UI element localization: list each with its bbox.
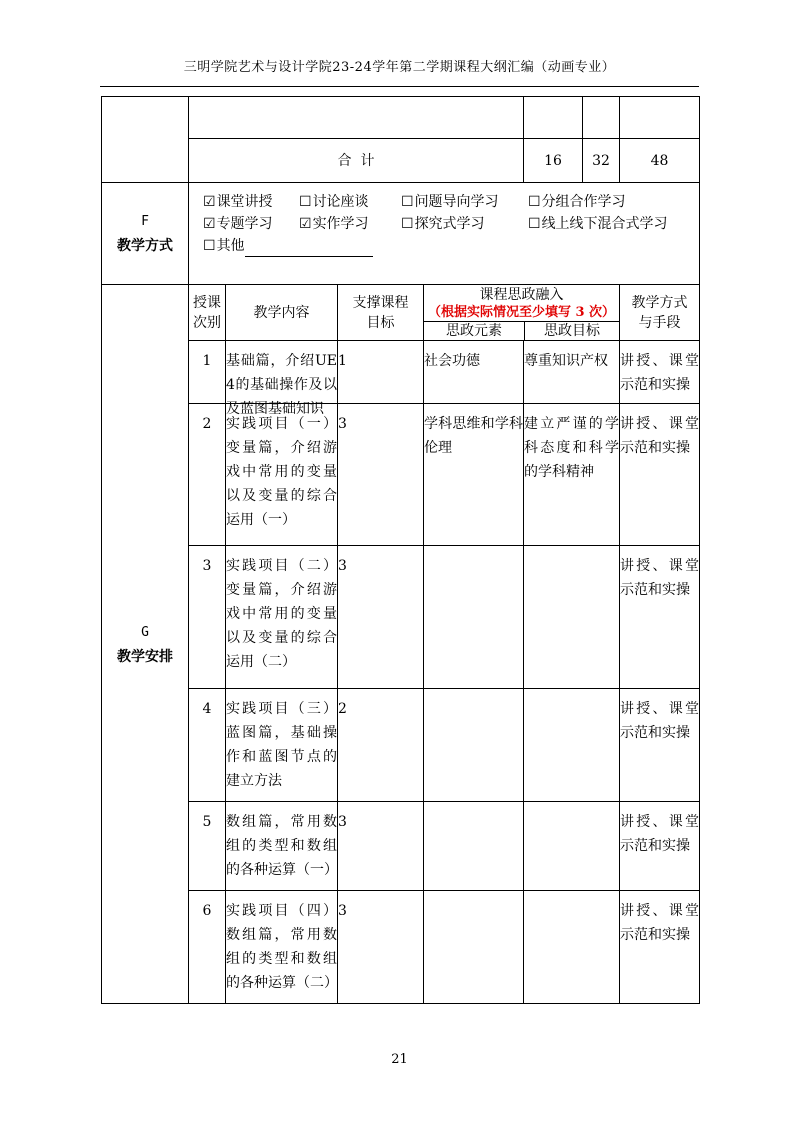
table-row [102,341,700,404]
target-cell: 3 [338,891,424,1004]
element-cell [424,689,524,802]
element-cell: 社会功德 [424,341,524,404]
content-cell: 数组篇，常用数组的类型和数组的各种运算（一） [226,802,338,891]
goal-cell [524,546,620,689]
totals-value-2: 32 [592,152,610,169]
checked-checkbox-icon: ☑ [203,216,216,232]
element-cell: 学科思维和学科伦理 [424,404,524,546]
method-option-other[interactable]: ☐其他 [203,235,373,257]
content-cell: 实践项目（一）变量篇，介绍游戏中常用的变量以及变量的综合运用（一） [226,404,338,546]
checked-checkbox-icon: ☑ [203,194,216,210]
goal-cell [524,891,620,1004]
session-number: 6 [189,891,226,1004]
table-row [102,689,700,802]
col-target-header: 支撑课程目标 [338,285,424,341]
ideology-group-header [424,285,620,341]
table-row [102,802,700,891]
section-g-title: 教学安排 [117,648,173,665]
method-option[interactable]: ☐探究式学习 [401,216,485,232]
element-cell [424,802,524,891]
checkbox-icon: ☐ [203,238,216,254]
methods-row-1 [203,191,699,213]
goal-cell [524,689,620,802]
method-cell: 讲授、课堂示范和实操 [620,802,700,891]
method-option[interactable]: ☐分组合作学习 [528,194,626,210]
content-cell: 基础篇，介绍UE4的基础操作及以及蓝图基础知识 [226,341,338,404]
page-header: 三明学院艺术与设计学院23-24学年第二学期课程大纲汇编（动画专业） [183,60,616,75]
session-number: 4 [189,689,226,802]
target-cell: 1 [338,341,424,404]
ideology-note: （根据实际情况至少填写 3 次） [427,305,616,320]
syllabus-table [101,96,700,1004]
session-number: 2 [189,404,226,546]
empty-row-split-cell [524,97,620,139]
prev-section-label-cell [102,97,189,183]
col-goal-header: 思政目标 [544,323,600,339]
target-cell: 2 [338,689,424,802]
methods-row-2 [203,213,699,235]
checkbox-icon: ☐ [528,216,541,232]
session-number: 3 [189,546,226,689]
table-row [102,891,700,1004]
col-session-header: 授课次别 [189,285,226,341]
section-g-label [102,285,189,1004]
target-cell: 3 [338,802,424,891]
method-option[interactable]: ☐问题导向学习 [401,194,499,210]
empty-row-cell-last [620,97,700,139]
content-cell: 实践项目（四）数组篇，常用数组的类型和数组的各种运算（二） [226,891,338,1004]
section-g-letter: G [141,624,149,640]
table-row [102,404,700,546]
method-cell: 讲授、课堂示范和实操 [620,341,700,404]
checkbox-icon: ☐ [401,216,414,232]
method-option[interactable]: ☑专题学习 [203,216,273,232]
content-cell: 实践项目（二）变量篇，介绍游戏中常用的变量以及变量的综合运用（二） [226,546,338,689]
teaching-methods-cell [189,183,700,285]
table-row [102,546,700,689]
header-rule [100,86,699,87]
element-cell [424,891,524,1004]
goal-cell: 尊重知识产权 [524,341,620,404]
totals-label: 合 计 [189,139,524,183]
col-content-header: 教学内容 [226,285,338,341]
totals-split-cell [524,139,620,183]
goal-cell: 建立严谨的学科态度和科学的学科精神 [524,404,620,546]
col-element-header: 思政元素 [424,322,525,340]
method-option[interactable]: ☐线上线下混合式学习 [528,216,668,232]
section-f-letter: F [141,214,149,229]
element-cell [424,546,524,689]
method-cell: 讲授、课堂示范和实操 [620,404,700,546]
totals-value-1: 16 [524,139,583,182]
section-f-label [102,183,189,285]
method-option[interactable]: ☑课堂讲授 [203,194,273,210]
col-method-header: 教学方式与手段 [620,285,700,341]
session-number: 5 [189,802,226,891]
method-option[interactable]: ☐讨论座谈 [299,194,369,210]
method-cell: 讲授、课堂示范和实操 [620,689,700,802]
target-cell: 3 [338,404,424,546]
page-number: 21 [391,1052,408,1067]
ideology-group-title: 课程思政融入 [479,287,564,303]
checkbox-icon: ☐ [528,194,541,210]
method-cell: 讲授、课堂示范和实操 [620,546,700,689]
checkbox-icon: ☐ [299,194,312,210]
method-option[interactable]: ☑实作学习 [299,216,369,232]
section-f-title: 教学方式 [117,238,173,254]
method-cell: 讲授、课堂示范和实操 [620,891,700,1004]
target-cell: 3 [338,546,424,689]
checkbox-icon: ☐ [401,194,414,210]
methods-row-3 [203,235,699,257]
other-fill-line[interactable] [245,240,373,257]
totals-value-3: 48 [620,139,700,183]
session-number: 1 [189,341,226,404]
checked-checkbox-icon: ☑ [299,216,312,232]
goal-cell [524,802,620,891]
empty-row-cell [189,97,524,139]
content-cell: 实践项目（三）蓝图篇，基础操作和蓝图节点的建立方法 [226,689,338,802]
